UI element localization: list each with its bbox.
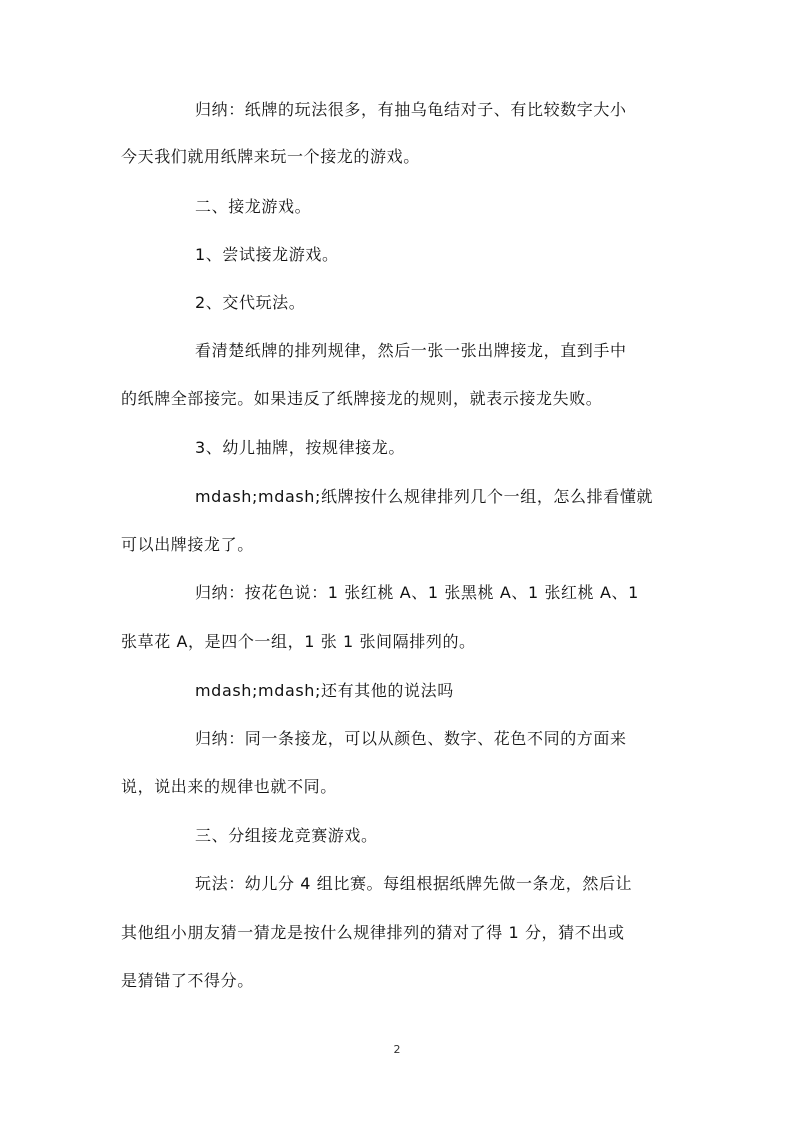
step-heading: 1、尝试接龙游戏。 — [195, 245, 339, 264]
section-heading: 二、接龙游戏。 — [195, 197, 312, 216]
step-heading: 2、交代玩法。 — [195, 293, 306, 312]
paragraph-line: 其他组小朋友猜一猜龙是按什么规律排列的猜对了得 1 分，猜不出或 — [121, 923, 625, 942]
page-number: 2 — [393, 1043, 401, 1056]
paragraph-line: 归纳：按花色说：1 张红桃 A、1 张黑桃 A、1 张红桃 A、1 — [195, 583, 639, 602]
step-heading: 3、幼儿抽牌，按规律接龙。 — [195, 438, 405, 457]
paragraph-line: 说，说出来的规律也就不同。 — [121, 777, 337, 796]
paragraph-line: 看清楚纸牌的排列规律，然后一张一张出牌接龙，直到手中 — [195, 341, 627, 360]
paragraph-line: 归纳：同一条接龙，可以从颜色、数字、花色不同的方面来 — [195, 729, 627, 748]
section-heading: 三、分组接龙竞赛游戏。 — [195, 826, 378, 845]
paragraph-line: 是猜错了不得分。 — [121, 971, 254, 990]
paragraph-line: 今天我们就用纸牌来玩一个接龙的游戏。 — [121, 147, 420, 166]
paragraph-line: 可以出牌接龙了。 — [121, 535, 254, 554]
paragraph-line: 玩法：幼儿分 4 组比赛。每组根据纸牌先做一条龙，然后让 — [195, 874, 633, 893]
paragraph-line: 归纳：纸牌的玩法很多，有抽乌龟结对子、有比较数字大小 — [195, 100, 627, 119]
paragraph-line: 张草花 A，是四个一组，1 张 1 张间隔排列的。 — [121, 632, 476, 651]
paragraph-line: mdash;mdash;还有其他的说法吗 — [195, 681, 454, 700]
paragraph-line: mdash;mdash;纸牌按什么规律排列几个一组，怎么排看懂就 — [195, 487, 654, 506]
paragraph-line: 的纸牌全部接完。如果违反了纸牌接龙的规则，就表示接龙失败。 — [121, 389, 603, 408]
